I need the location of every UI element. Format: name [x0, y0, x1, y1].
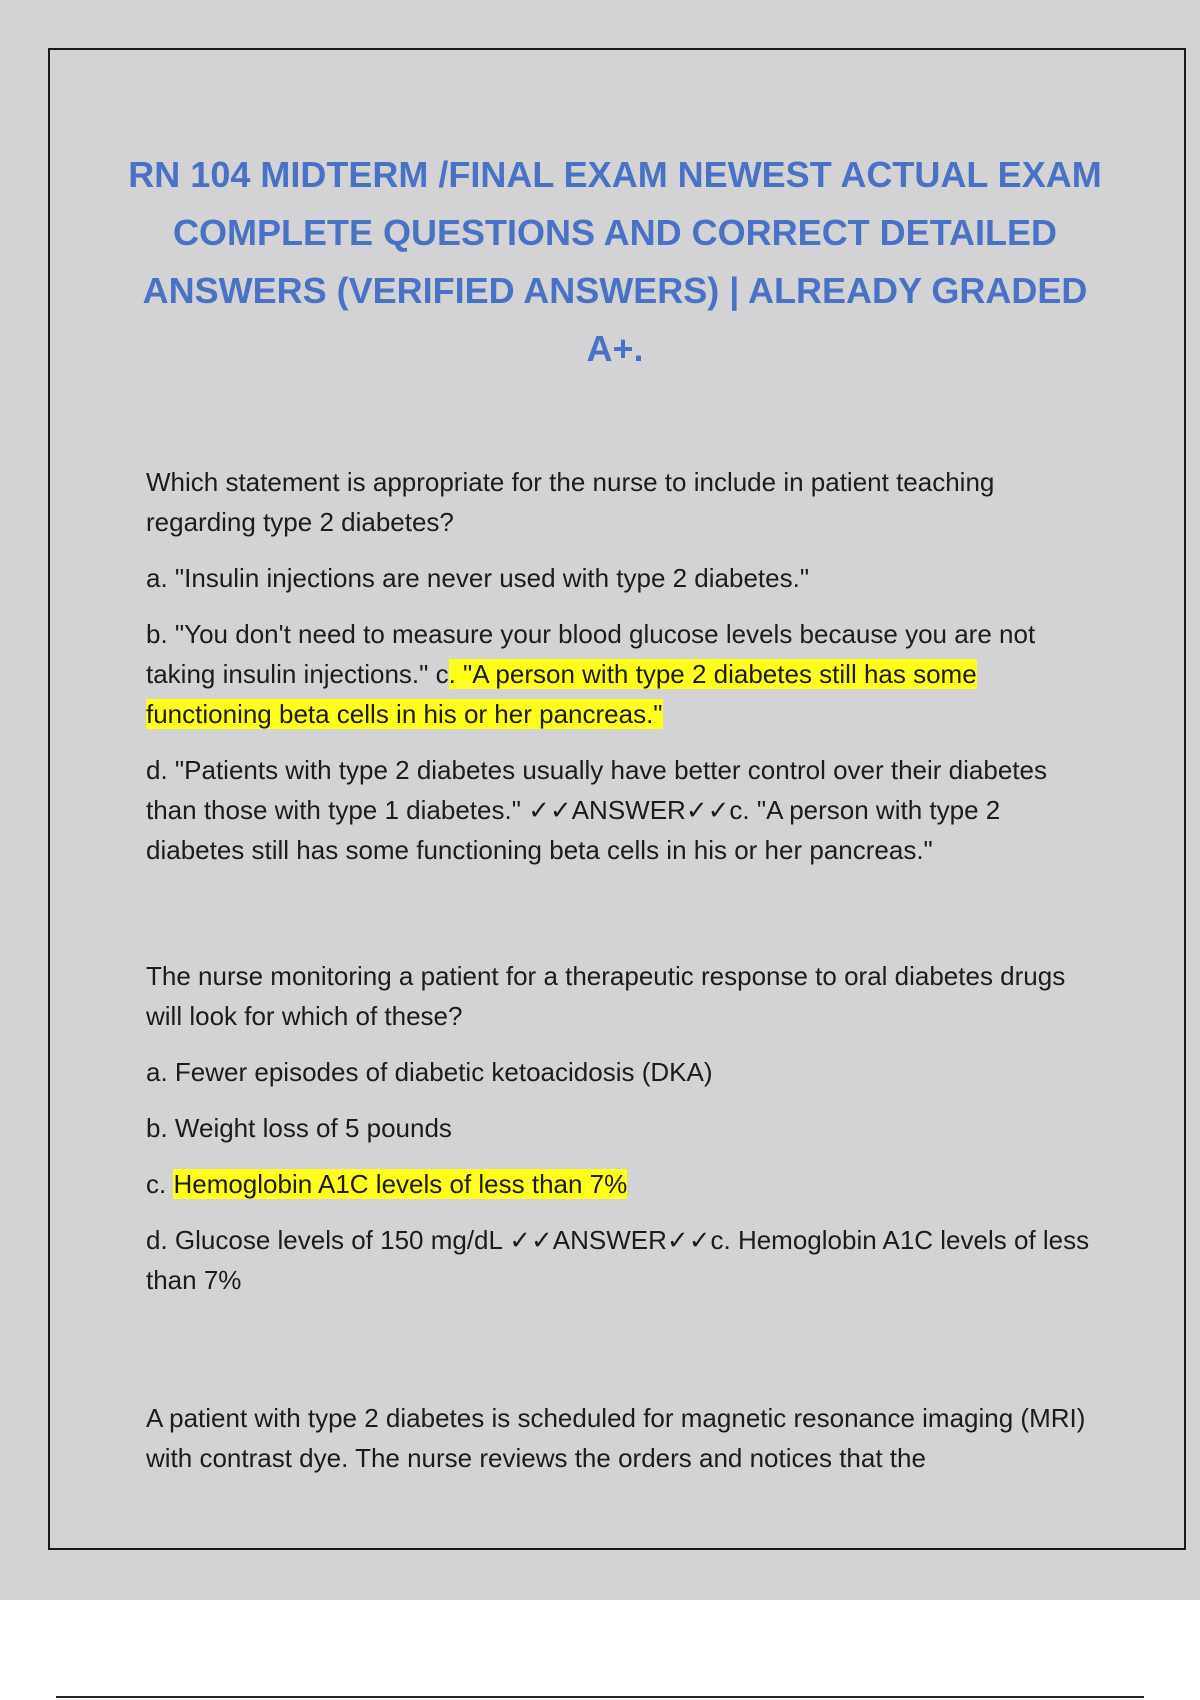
- question-1-stem: Which statement is appropriate for the nurse to include in patient teaching regarding type 2 diabetes?: [146, 467, 995, 537]
- footer-divider: [56, 1696, 1144, 1698]
- question-1-option-d-answer: d. "Patients with type 2 diabetes usually have better control over their diabetes than those with type 1 diabetes." ✓✓ANSWER✓✓c. "A person with type 2 diabetes still has some functioning beta cells in his or her pancreas.": [146, 755, 1047, 865]
- question-1-option-b: b. "You don't need to measure your blood glucose levels because you are not taking insulin injections." c: [146, 619, 1036, 689]
- question-1: [146, 462, 1096, 870]
- question-1-option-c-highlighted: . "A person with type 2 diabetes still has some functioning beta cells in his or her pancreas.": [146, 659, 977, 729]
- question-2-option-a: a. Fewer episodes of diabetic ketoacidosis (DKA): [146, 1057, 713, 1087]
- question-2-option-c-highlighted: Hemoglobin A1C levels of less than 7%: [173, 1169, 628, 1199]
- document-title: RN 104 MIDTERM /FINAL EXAM NEWEST ACTUAL EXAM COMPLETE QUESTIONS AND CORRECT DETAILED ANSWERS (VERIFIED ANSWERS) | ALREADY GRADED A+.: [128, 154, 1102, 369]
- document-body: [146, 462, 1096, 1494]
- question-1-option-b-c: [146, 614, 1096, 734]
- question-2-option-c-prefix: c.: [146, 1169, 174, 1199]
- question-2-option-b: b. Weight loss of 5 pounds: [146, 1113, 452, 1143]
- question-2: [146, 956, 1096, 1300]
- question-2-stem: The nurse monitoring a patient for a therapeutic response to oral diabetes drugs will look for which of these?: [146, 961, 1066, 1031]
- question-1-option-a: a. "Insulin injections are never used with type 2 diabetes.": [146, 563, 810, 593]
- question-3: [146, 1398, 1096, 1478]
- question-2-option-d-answer: d. Glucose levels of 150 mg/dL ✓✓ANSWER✓✓c. Hemoglobin A1C levels of less than 7%: [146, 1225, 1090, 1295]
- question-2-option-c: [146, 1164, 1096, 1204]
- question-3-stem: A patient with type 2 diabetes is scheduled for magnetic resonance imaging (MRI) with contrast dye. The nurse reviews the orders and notices that the: [146, 1403, 1086, 1473]
